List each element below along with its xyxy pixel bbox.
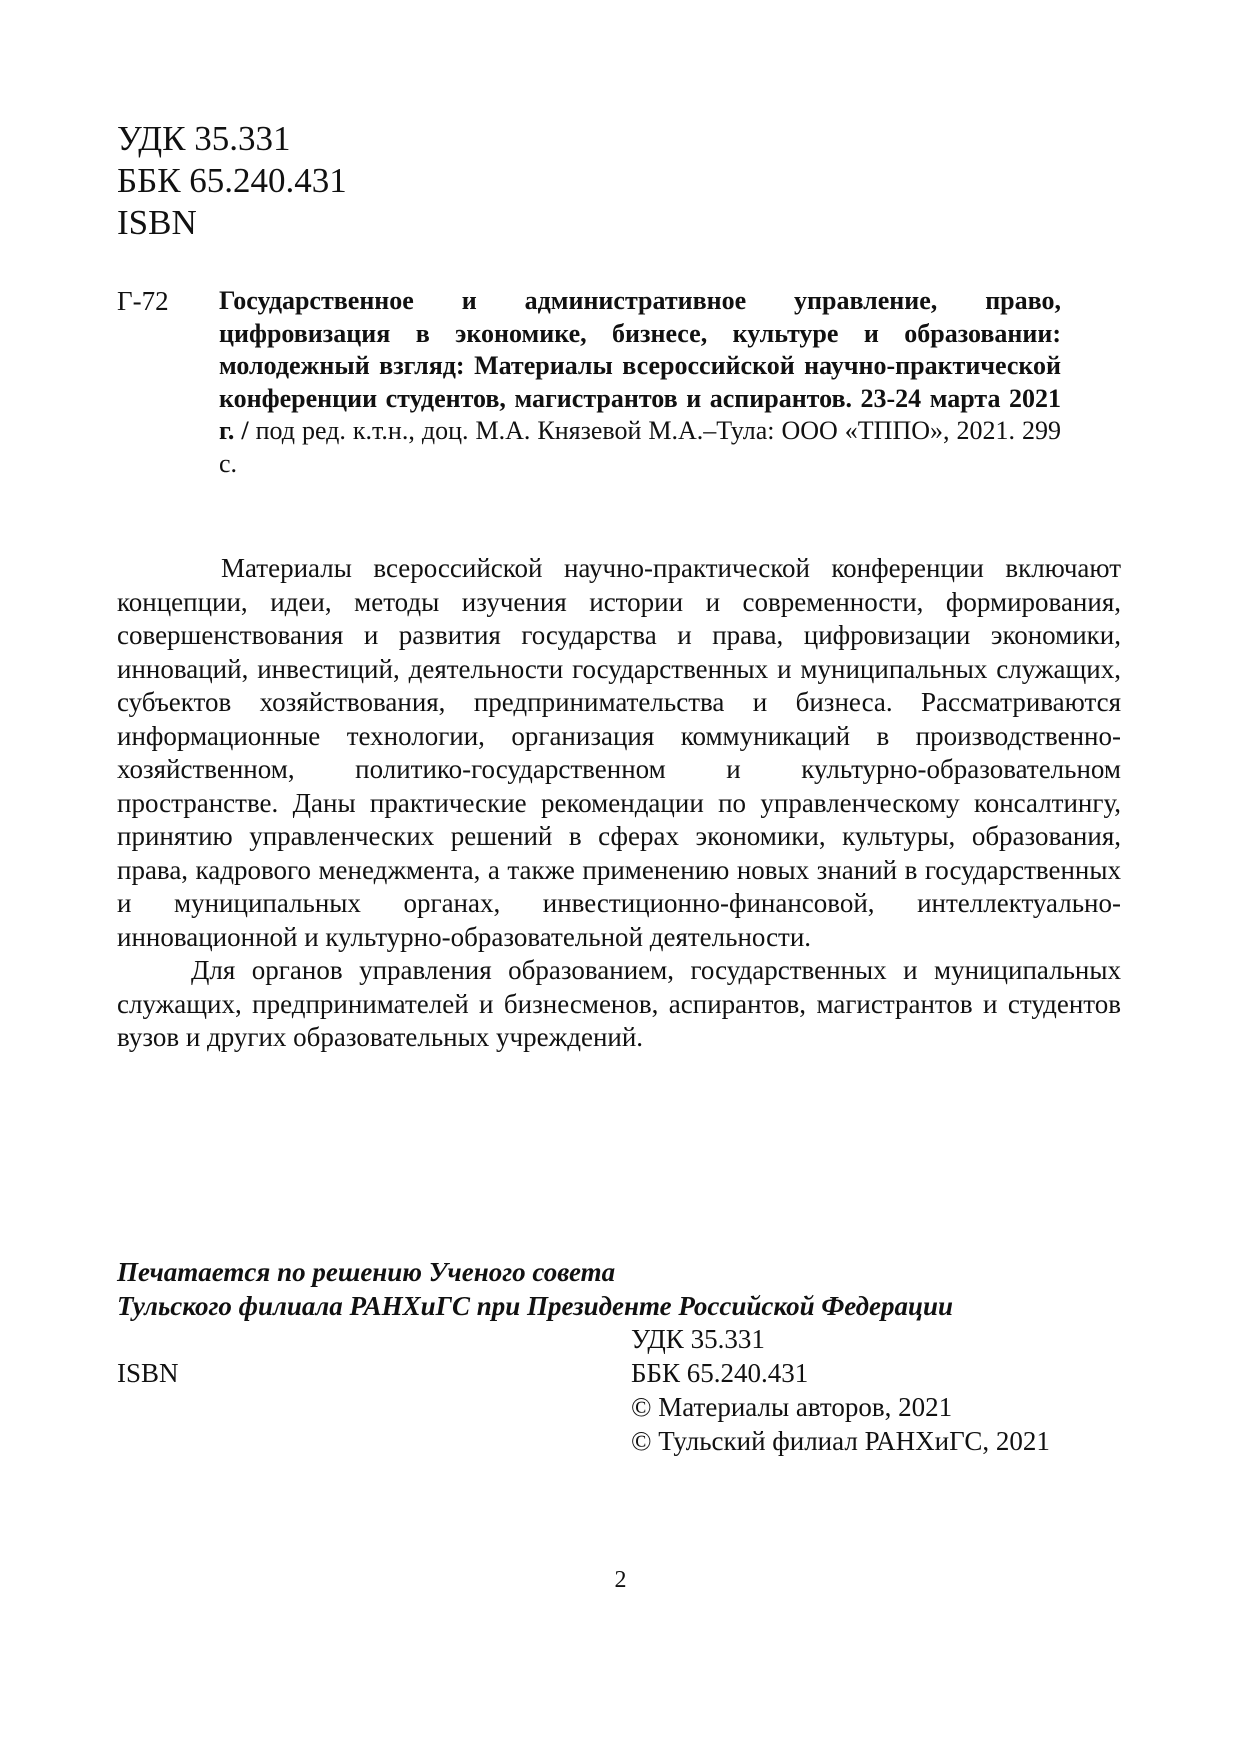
annotation-paragraph: Материалы всероссийской научно-практической конференции включают концепции, идеи, методы изучения истории и современности, формирования, совершенствования и развития государства и права, цифровизации экономики, инноваций, инвестиций, деятельности государственных и муниципальных служащих, субъектов хозяйствования, предпринимательства и бизнеса. Рассматриваются информационные технологии, организация коммуникаций в производственно-хозяйственном, политико-государственном и культурно-образовательном пространстве. Даны практические рекомендации по управленческому консалтингу, принятию управленческих решений в сферах экономики, культуры, образования, права, кадрового менеджмента, а также применению новых знаний в государственных и муниципальных органах, инвестиционно-финансовой, интеллектуально-инновационной и культурно-образовательной деятельности. — [117, 553, 1121, 952]
page-number: 2 — [614, 1567, 627, 1593]
publication-title: Государственное и административное управление, право, цифровизация в экономике, бизнесе, культуре и образовании: молодежный взгляд: Материалы всероссийской научно-практической конференции студентов, магистрантов и аспирантов. 23-24 марта 2021 г. / — [219, 286, 1061, 446]
imprint-udk: УДК 35.331 — [631, 1324, 765, 1354]
copyright-authors: © Материалы авторов, 2021 — [631, 1392, 953, 1422]
imprint-isbn: ISBN — [117, 1358, 179, 1388]
imprint-block — [631, 1322, 1050, 1458]
editor-info: под ред. к.т.н., доц. М.А. Князевой М.А.–Тула: ООО «ТППО», 2021. 299 с. — [219, 416, 1061, 478]
classification-codes — [117, 118, 347, 244]
approval-line-1: Печатается по решению Ученого совета — [117, 1257, 616, 1287]
isbn-label: ISBN — [117, 203, 197, 242]
imprint-bbk: ББК 65.240.431 — [631, 1358, 809, 1388]
copyright-branch: © Тульский филиал РАНХиГС, 2021 — [631, 1426, 1050, 1456]
annotation — [117, 552, 1121, 1055]
audience-paragraph: Для органов управления образованием, государственных и муниципальных служащих, предпринимателей и бизнесменов, аспирантов, магистрантов и студентов вузов и других образовательных учреждений. — [117, 955, 1121, 1052]
author-mark: Г-72 — [117, 286, 169, 316]
bibliographic-entry — [117, 285, 1061, 481]
udk-code: УДК 35.331 — [117, 119, 291, 158]
approval-line-2: Тульского филиала РАНХиГС при Президенте Российской Федерации — [117, 1291, 954, 1321]
bibliographic-description — [219, 285, 1061, 481]
bbk-code: ББК 65.240.431 — [117, 161, 347, 200]
publication-approval — [117, 1255, 953, 1323]
